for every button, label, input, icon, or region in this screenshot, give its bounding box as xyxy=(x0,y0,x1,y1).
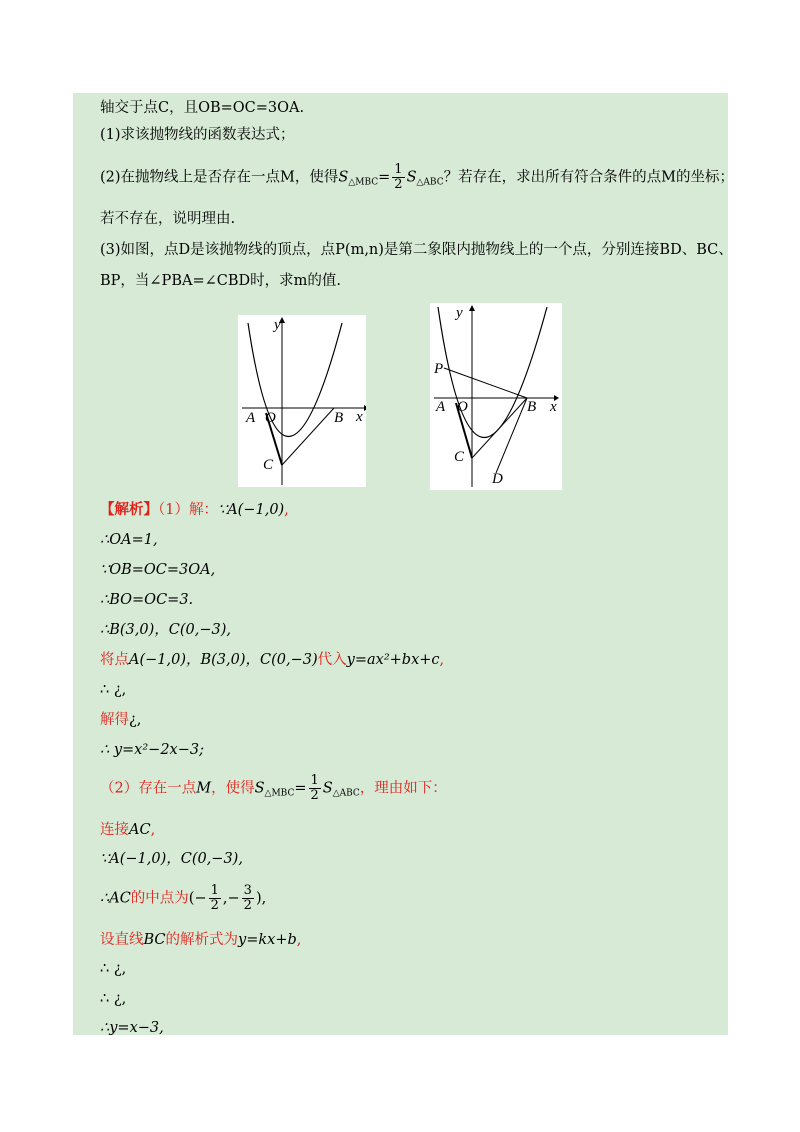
solution-line-12: ∵A(−1,0)，C(0,−3), xyxy=(100,851,243,867)
fig1-C-label: C xyxy=(263,457,274,473)
solution-line-9: ∴ y=x²−2x−3; xyxy=(100,742,204,758)
solution-line-8: 解得¿, xyxy=(100,712,142,728)
fig2-P-label: P xyxy=(434,361,444,377)
solution-line-2: ∴OA=1, xyxy=(100,532,158,548)
solution-line-3: ∵OB=OC=3OA, xyxy=(100,562,216,578)
solution-line-15: ∴ ¿, xyxy=(100,961,127,977)
solution-line-5: ∴B(3,0)，C(0,−3), xyxy=(100,622,231,638)
problem-q2b: 若不存在，说明理由. xyxy=(100,211,236,227)
fraction-one-half-2: $\frac{1}{2}$ xyxy=(310,773,319,803)
problem-q3b: BP，当∠PBA=∠CBD时，求m的值. xyxy=(100,273,341,289)
figure-2 xyxy=(430,303,562,490)
problem-q3a: (3)如图，点D是该抛物线的顶点，点P(m,n)是第二象限内抛物线上的一个点，分别连接BD、BC、 xyxy=(100,242,733,258)
problem-q2a: (2)在抛物线上是否存在一点M，使得$S_{\triangle MBC}=$ $\frac{1}{2}$ $S_{\triangle ABC}$？若存在，求出所有符合条件的点M的坐标； xyxy=(100,162,734,192)
solution-line-4: ∴BO=OC=3. xyxy=(100,592,194,608)
solution-line-11: 连接AC, xyxy=(100,822,156,838)
solution-line-7: ∴ ¿, xyxy=(100,682,127,698)
solution-line-1: 【解析】（1）解：∵A(−1,0), xyxy=(100,501,289,518)
solution-line-17: ∴y=x−3, xyxy=(100,1020,164,1036)
problem-q1: (1)求该抛物线的函数表达式； xyxy=(100,127,295,143)
fig2-O-label: O xyxy=(457,399,468,415)
solution-line-13: ∴AC的中点为(− $\frac{1}{2}$ ,− $\frac{3}{2}$ ), xyxy=(100,883,267,913)
fig1-y-label: y xyxy=(274,317,281,333)
fig2-y-label: y xyxy=(456,305,463,321)
problem-line-1: 轴交于点C，且OB=OC=3OA. xyxy=(100,100,305,116)
solution-line-6: 将点A(−1,0)，B(3,0)，C(0,−3)代入y=ax²+bx+c, xyxy=(100,652,445,668)
fig2-D-label: D xyxy=(492,471,503,487)
fig1-B-label: B xyxy=(334,410,344,426)
fig2-x-label: x xyxy=(550,399,557,415)
fig2-A-label: A xyxy=(436,399,446,415)
figure-1 xyxy=(238,315,366,487)
fig2-C-label: C xyxy=(454,449,465,465)
solution-line-10: （2）存在一点M，使得$S_{\triangle MBC}=$ $\frac{1}{2}$ $S_{\triangle ABC}$，理由如下： xyxy=(100,773,447,803)
fig1-A-label: A xyxy=(246,410,256,426)
fig1-O-label: O xyxy=(265,410,276,426)
solution-line-14: 设直线BC的解析式为y=kx+b, xyxy=(100,932,302,948)
fig1-x-label: x xyxy=(356,409,363,425)
solution-line-16: ∴ ¿, xyxy=(100,991,127,1007)
fraction-one-half: $\frac{1}{2}$ xyxy=(394,162,403,192)
fig2-B-label: B xyxy=(527,399,537,415)
